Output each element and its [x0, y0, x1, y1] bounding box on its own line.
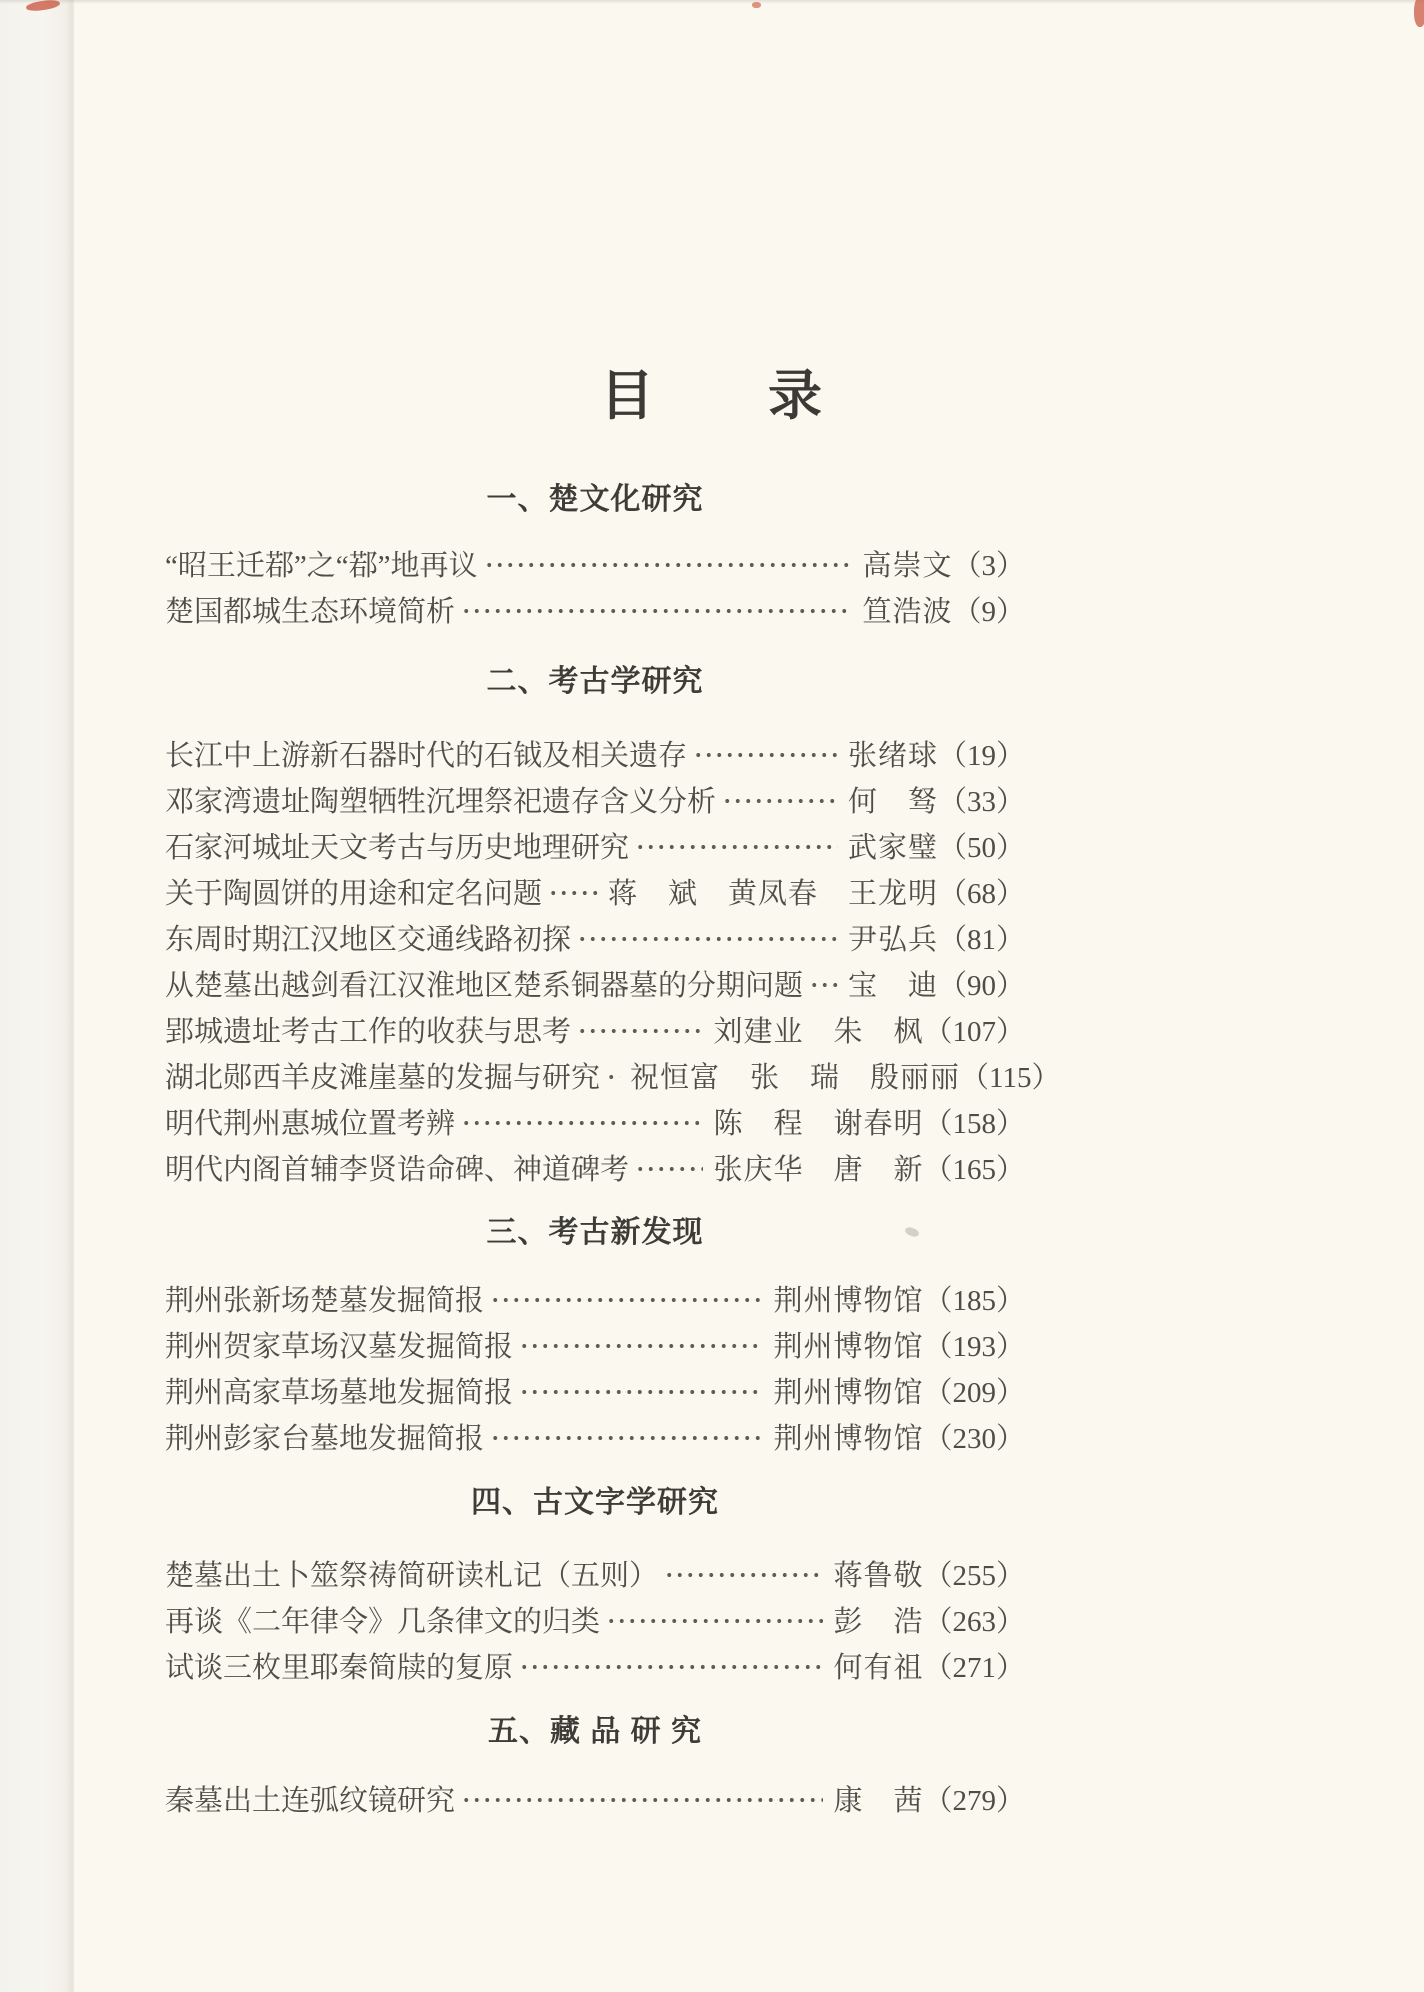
entry-title: 湖北郧西羊皮滩崖墓的发掘与研究 — [165, 1061, 601, 1094]
section-entries — [165, 730, 1061, 1190]
toc-entry — [165, 1596, 1025, 1642]
entry-page-number: （90） — [937, 969, 1025, 1002]
toc-entry — [165, 822, 1025, 868]
entry-page-number: （81） — [937, 923, 1025, 956]
entry-authors: 张庆华 唐 新 — [713, 1153, 924, 1186]
entry-authors: 陈 程 谢春明 — [713, 1107, 924, 1140]
page-title: 目 录 — [600, 366, 824, 427]
section-entries — [165, 1550, 1025, 1688]
entry-right-group — [773, 1370, 1025, 1411]
entry-page-number: （33） — [937, 785, 1025, 818]
entry-authors: 蒋鲁敬 — [833, 1559, 924, 1592]
dot-leader — [809, 960, 838, 1006]
dot-leader — [548, 868, 598, 914]
toc-entry — [165, 1006, 1025, 1052]
section-heading: 五、藏 品 研 究 — [487, 1715, 702, 1748]
toc-section — [165, 1211, 1025, 1459]
entry-authors: 张绪球 — [847, 739, 938, 772]
entry-right-group — [713, 1101, 1025, 1142]
entry-right-group — [862, 543, 1025, 584]
dot-leader — [461, 586, 852, 632]
toc-entry — [165, 540, 1025, 586]
entry-title: 秦墓出土连弧纹镜研究 — [165, 1784, 456, 1817]
toc-entry — [165, 730, 1025, 776]
entry-title: 郢城遗址考古工作的收获与思考 — [165, 1015, 572, 1048]
entry-title: 试谈三枚里耶秦简牍的复原 — [165, 1651, 514, 1684]
entry-title: 石家河城址天文考古与历史地理研究 — [165, 831, 630, 864]
entry-title: 楚墓出土卜筮祭祷简研读札记（五则） — [165, 1559, 659, 1592]
toc-entry — [165, 960, 1025, 1006]
entry-title: 东周时期江汉地区交通线路初探 — [165, 923, 572, 956]
entry-title: 长江中上游新石器时代的石钺及相关遗存 — [165, 739, 688, 772]
entry-title: 荆州贺家草场汉墓发掘简报 — [165, 1330, 514, 1363]
section-heading: 二、考古学研究 — [486, 665, 704, 698]
dot-leader — [693, 730, 838, 776]
entry-page-number: （193） — [923, 1330, 1025, 1363]
scan-artifact-red-corner — [1414, 0, 1424, 27]
toc-entry — [165, 914, 1025, 960]
entry-authors: 刘建业 朱 枫 — [713, 1015, 924, 1048]
toc-entry — [165, 868, 1025, 914]
entry-page-number: （230） — [923, 1422, 1025, 1455]
entry-title: 荆州彭家台墓地发掘简报 — [165, 1422, 485, 1455]
toc-entry — [165, 1775, 1025, 1821]
entry-title: 关于陶圆饼的用途和定名问题 — [165, 877, 543, 910]
dot-leader — [635, 822, 838, 868]
entry-page-number: （271） — [923, 1651, 1025, 1684]
entry-authors: 蒋 斌 黄凤春 王龙明 — [607, 877, 938, 910]
entry-authors: 祝恒富 张 瑞 殷丽丽 — [630, 1061, 961, 1094]
entry-authors: 荆州博物馆 — [773, 1376, 924, 1409]
entry-title: 从楚墓出越剑看江汉淮地区楚系铜器墓的分期问题 — [165, 969, 804, 1002]
dot-leader — [577, 914, 838, 960]
section-heading: 一、楚文化研究 — [486, 483, 704, 516]
section-entries — [165, 1275, 1025, 1459]
entry-right-group — [848, 733, 1025, 774]
toc-entry — [165, 586, 1025, 632]
entry-authors: 宝 迪 — [847, 969, 938, 1002]
entry-authors: 荆州博物馆 — [773, 1422, 924, 1455]
entry-right-group — [713, 1009, 1025, 1050]
entry-title: 再谈《二年律令》几条律文的归类 — [165, 1605, 601, 1638]
entry-right-group — [608, 871, 1025, 912]
toc-entry — [165, 1144, 1025, 1190]
toc-section — [165, 1481, 1025, 1688]
toc-section — [165, 478, 1025, 632]
toc-entry — [165, 1098, 1025, 1144]
entry-page-number: （158） — [923, 1107, 1025, 1140]
entry-authors: 荆州博物馆 — [773, 1330, 924, 1363]
entry-authors: 尹弘兵 — [847, 923, 938, 956]
entry-page-number: （255） — [923, 1559, 1025, 1592]
page-top-edge-shading — [0, 0, 1424, 4]
entry-title: 明代荆州惠城位置考辨 — [165, 1107, 456, 1140]
entry-right-group — [713, 1147, 1025, 1188]
dot-leader — [635, 1144, 703, 1190]
entry-title: 明代内阁首辅李贤诰命碑、神道碑考 — [165, 1153, 630, 1186]
dot-leader — [519, 1367, 763, 1413]
entry-authors: 何 驽 — [847, 785, 938, 818]
entry-authors: 彭 浩 — [833, 1605, 924, 1638]
entry-right-group — [630, 1055, 1060, 1096]
entry-page-number: （263） — [923, 1605, 1025, 1638]
entry-right-group — [833, 1553, 1025, 1594]
dot-leader — [490, 1413, 763, 1459]
toc-entry — [165, 1550, 1025, 1596]
entry-page-number: （185） — [923, 1284, 1025, 1317]
dot-leader — [519, 1321, 763, 1367]
entry-right-group — [848, 917, 1025, 958]
entry-page-number: （209） — [923, 1376, 1025, 1409]
dot-leader — [484, 540, 853, 586]
toc-section — [165, 1710, 1025, 1821]
entry-authors: 笪浩波 — [862, 595, 953, 628]
toc-entry — [165, 1642, 1025, 1688]
toc-entry — [165, 1367, 1025, 1413]
toc-entry — [165, 1052, 1061, 1098]
toc-entry — [165, 1275, 1025, 1321]
entry-right-group — [833, 1599, 1025, 1640]
entry-title: 荆州张新场楚墓发掘简报 — [165, 1284, 485, 1317]
entry-authors: 何有祖 — [833, 1651, 924, 1684]
entry-authors: 高崇文 — [862, 549, 953, 582]
entry-right-group — [848, 963, 1025, 1004]
dot-leader — [577, 1006, 703, 1052]
entry-authors: 康 茜 — [833, 1784, 924, 1817]
dot-leader — [461, 1098, 703, 1144]
entry-page-number: （107） — [923, 1015, 1025, 1048]
dot-leader — [606, 1596, 823, 1642]
dot-leader — [664, 1550, 823, 1596]
toc-sections — [165, 478, 1061, 1821]
section-heading: 四、古文字学研究 — [471, 1486, 719, 1519]
entry-title: 荆州高家草场墓地发掘简报 — [165, 1376, 514, 1409]
entry-page-number: （279） — [923, 1784, 1025, 1817]
dot-leader — [490, 1275, 763, 1321]
section-entries — [165, 1775, 1025, 1821]
entry-right-group — [848, 779, 1025, 820]
toc-section — [165, 660, 1061, 1190]
dot-leader — [722, 776, 838, 822]
entry-right-group — [862, 589, 1025, 630]
entry-right-group — [773, 1278, 1025, 1319]
toc-entry — [165, 776, 1025, 822]
entry-page-number: （68） — [937, 877, 1025, 910]
section-entries — [165, 540, 1025, 632]
entry-right-group — [833, 1778, 1025, 1819]
entry-title: 楚国都城生态环境简析 — [165, 595, 456, 628]
page-left-edge-shading — [0, 0, 72, 1992]
page-left-edge-line — [72, 0, 75, 1992]
dot-leader — [519, 1642, 823, 1688]
scan-artifact-red-dot — [752, 2, 761, 8]
dot-leader — [461, 1775, 823, 1821]
entry-page-number: （115） — [960, 1061, 1061, 1094]
entry-page-number: （19） — [937, 739, 1025, 772]
entry-title: “昭王迁鄀”之“鄀”地再议 — [165, 549, 478, 582]
entry-page-number: （9） — [952, 595, 1025, 628]
toc-entry — [165, 1413, 1025, 1459]
entry-page-number: （165） — [923, 1153, 1025, 1186]
entry-page-number: （3） — [952, 549, 1025, 582]
toc-entry — [165, 1321, 1025, 1367]
entry-title: 邓家湾遗址陶塑牺牲沉埋祭祀遗存含义分析 — [165, 785, 717, 818]
dot-leader — [606, 1052, 620, 1098]
entry-right-group — [833, 1645, 1025, 1686]
entry-right-group — [773, 1416, 1025, 1457]
entry-right-group — [848, 825, 1025, 866]
entry-authors: 荆州博物馆 — [773, 1284, 924, 1317]
entry-page-number: （50） — [937, 831, 1025, 864]
entry-authors: 武家璧 — [847, 831, 938, 864]
entry-right-group — [773, 1324, 1025, 1365]
section-heading: 三、考古新发现 — [486, 1216, 704, 1249]
